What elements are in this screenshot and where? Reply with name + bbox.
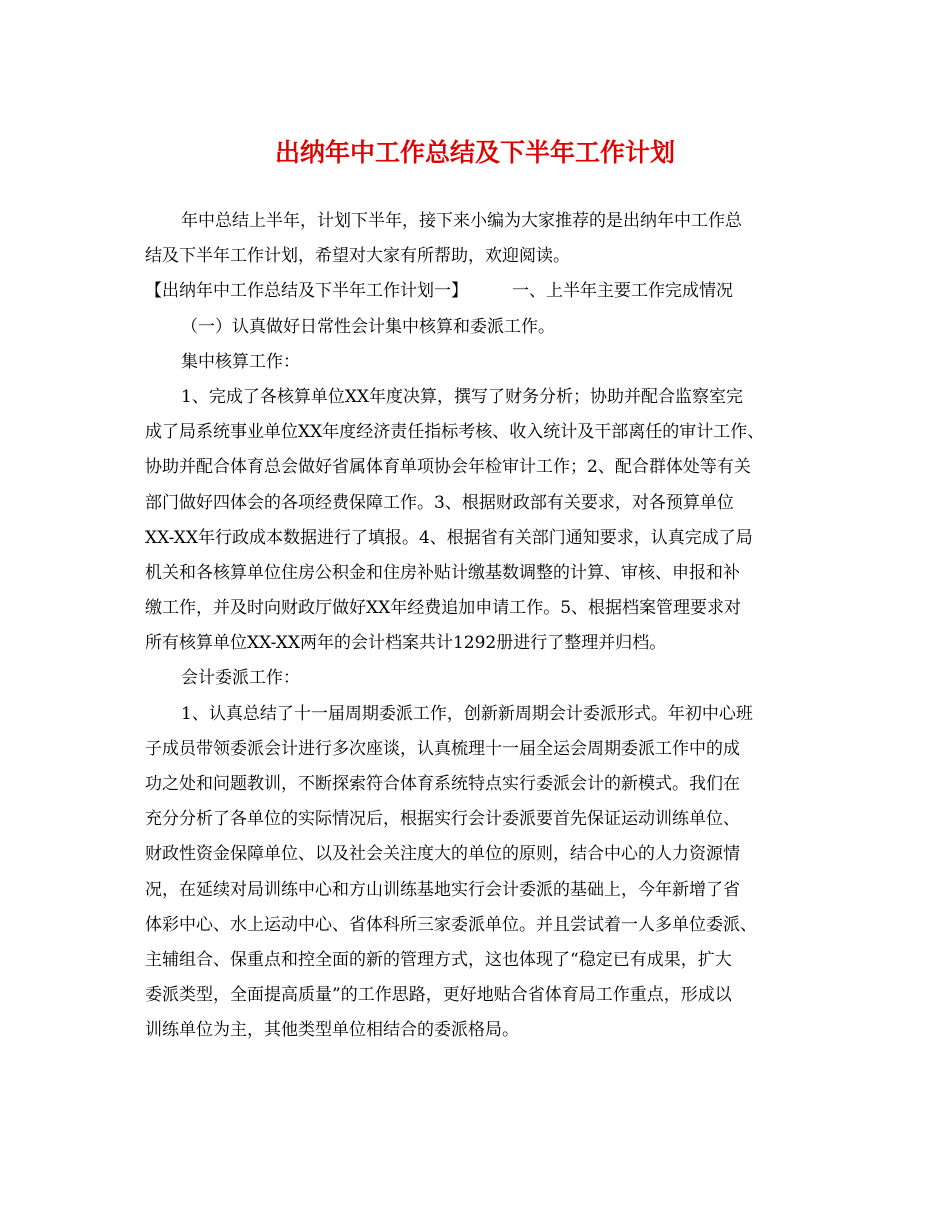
text-line: 充分分析了各单位的实际情况后，根据实行会计委派要首先保证运动训练单位、	[145, 809, 740, 830]
text-line: 协助并配合体育总会做好省属体育单项协会年检审计工作；2、配合群体处等有关	[145, 457, 751, 478]
section-heading: 一、上半年主要工作完成情况	[512, 281, 733, 302]
text-line: 成了局系统事业单位XX年度经济责任指标考核、收入统计及干部离任的审计工作、	[145, 422, 765, 443]
text-line: 机关和各核算单位住房公积金和住房补贴计缴基数调整的计算、审核、申报和补	[145, 562, 740, 583]
text-line: 年中总结上半年，计划下半年，接下来小编为大家推荐的是出纳年中工作总	[181, 211, 742, 231]
text-line: 所有核算单位XX-XX两年的会计档案共计1292册进行了整理并归档。	[145, 633, 667, 654]
label-accounting-dispatch: 会计委派工作：	[181, 668, 300, 689]
text-line: 主辅组合、保重点和控全面的新的管理方式，这也体现了“稳定已有成果，扩大	[145, 949, 732, 970]
bracket-heading: 【出纳年中工作总结及下半年工作计划一】	[145, 281, 468, 302]
text-line: 体彩中心、水上运动中心、省体科所三家委派单位。并且尝试着一人多单位委派、	[145, 914, 757, 935]
subheading: （一）认真做好日常性会计集中核算和委派工作。	[181, 316, 555, 337]
text-line: 1、认真总结了十一届周期委派工作，创新新周期会计委派形式。年初中心班	[181, 703, 753, 724]
text-line: 结及下半年工作计划，希望对大家有所帮助，欢迎阅读。	[145, 246, 570, 267]
text-line: 功之处和问题教训，不断探索符合体育系统特点实行委派会计的新模式。我们在	[145, 774, 740, 794]
document-body	[145, 204, 825, 1049]
text-line: 训练单位为主，其他类型单位相结合的委派格局。	[145, 1020, 519, 1041]
text-line: 部门做好四体会的各项经费保障工作。3、根据财政部有关要求，对各预算单位	[145, 492, 734, 513]
text-line: 1、完成了各核算单位XX年度决算，撰写了财务分析；协助并配合监察室完	[181, 386, 744, 407]
text-line: 子成员带领委派会计进行多次座谈，认真梳理十一届全运会周期委派工作中的成	[145, 738, 740, 759]
text-line: 缴工作，并及时向财政厅做好XX年经费追加申请工作。5、根据档案管理要求对	[145, 598, 742, 619]
document-title: 出纳年中工作总结及下半年工作计划	[274, 138, 675, 167]
text-line: 况，在延续对局训练中心和方山训练基地实行会计委派的基础上，今年新增了省	[145, 879, 740, 900]
text-line: XX-XX年行政成本数据进行了填报。4、根据省有关部门通知要求，认真完成了局	[145, 527, 753, 548]
section-heading-line	[145, 274, 825, 309]
label-central-accounting: 集中核算工作：	[181, 351, 300, 372]
text-line: 财政性资金保障单位、以及社会关注度大的单位的原则，结合中心的人力资源情	[145, 844, 740, 865]
text-line: 委派类型，全面提高质量”的工作思路，更好地贴合省体育局工作重点，形成以	[145, 985, 732, 1006]
